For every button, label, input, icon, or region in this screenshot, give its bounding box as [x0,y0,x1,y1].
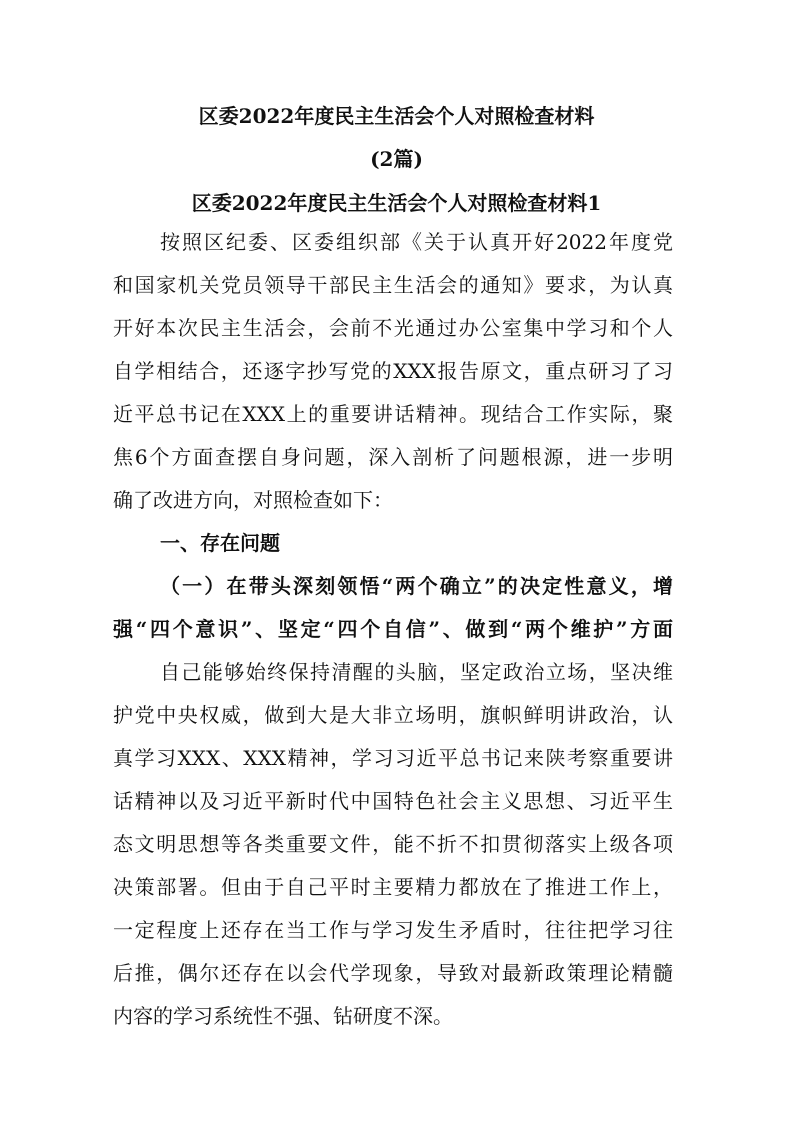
body-line: 护党中央权威，做到大是大非立场明，旗帜鲜明讲政治，认 [113,703,673,727]
intro-line: 自学相结合，还逐字抄写党的XXX报告原文，重点研习了习 [113,359,673,383]
subtitle: (2篇) [370,147,423,171]
main-title: 区委2022年度民主生活会个人对照检查材料 [198,104,595,128]
body-line: 后推，偶尔还存在以会代学现象，导致对最新政策理论精髓 [113,961,673,985]
intro-line: 确了改进方向，对照检查如下： [113,488,393,512]
body-line: 真学习XXX、XXX精神，学习习近平总书记来陕考察重要讲 [113,746,673,770]
subsection-heading: 强“四个意识”、坚定“四个自信”、做到“两个维护”方面 [113,617,673,641]
intro-line: 按照区纪委、区委组织部《关于认真开好2022年度党 [160,230,673,254]
subsection-heading: （一）在带头深刻领悟“两个确立”的决定性意义，增 [160,574,673,598]
intro-line: 和国家机关党员领导干部民主生活会的通知》要求，为认真 [113,273,673,297]
body-line: 态文明思想等各类重要文件，能不折不扣贯彻落实上级各项 [113,832,673,856]
intro-line: 焦6个方面查摆自身问题，深入剖析了问题根源，进一步明 [113,445,673,469]
body-line: 决策部署。但由于自己平时主要精力都放在了推进工作上， [113,875,673,899]
intro-line: 开好本次民主生活会，会前不光通过办公室集中学习和个人 [113,316,673,340]
body-line: 一定程度上还存在当工作与学习发生矛盾时，往往把学习往 [113,918,673,942]
body-line: 内容的学习系统性不强、钻研度不深。 [113,1004,453,1028]
body-line: 话精神以及习近平新时代中国特色社会主义思想、习近平生 [113,789,673,813]
section-heading: 一、存在问题 [160,531,280,555]
body-line: 自己能够始终保持清醒的头脑，坚定政治立场，坚决维 [160,660,673,684]
intro-line: 近平总书记在XXX上的重要讲话精神。现结合工作实际，聚 [113,402,673,426]
section-title: 区委2022年度民主生活会个人对照检查材料1 [191,191,602,215]
